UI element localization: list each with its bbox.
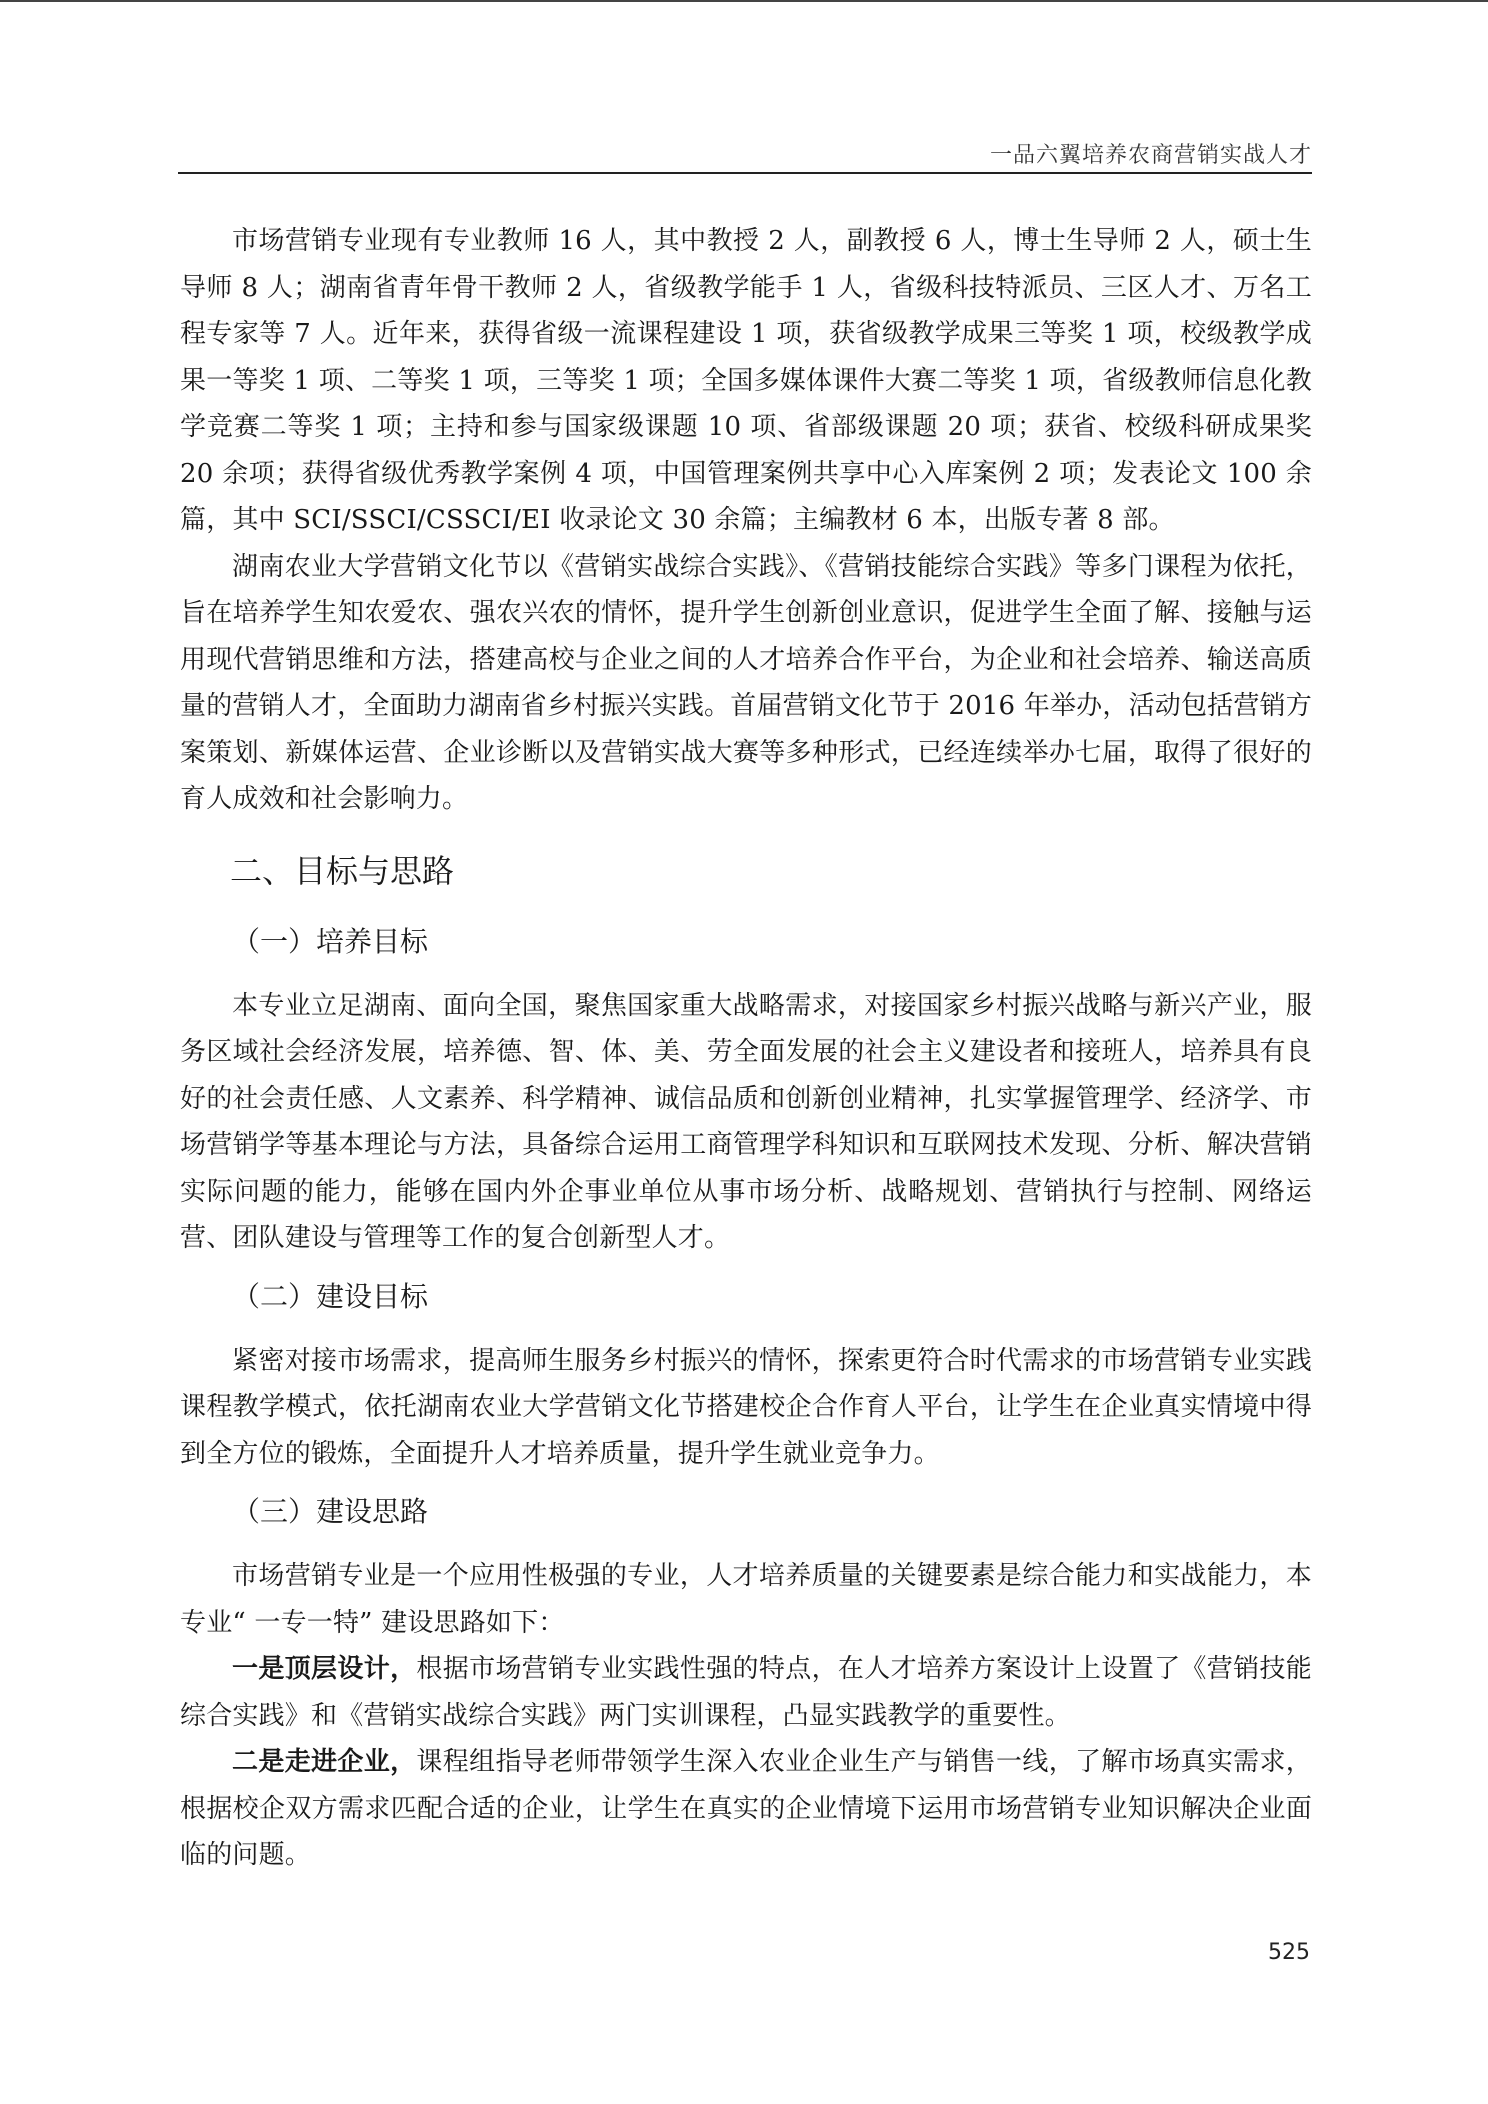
text-into-enterprise: 课程组指导老师带领学生深入农业企业生产与销售一线，了解市场真实需求，根据校企双方需求匹配合适的企业，让学生在真实的企业情境下运用市场营销专业知识解决企业面临的问题。 — [180, 1747, 1312, 1870]
paragraph-approach-intro: 市场营销专业是一个应用性极强的专业，人才培养质量的关键要素是综合能力和实战能力，本专业“ 一专一特” 建设思路如下： — [180, 1561, 1312, 1638]
paragraph-culture-festival: 湖南农业大学营销文化节以《营销实战综合实践》、《营销技能综合实践》等多门课程为依托，旨在培养学生知农爱农、强农兴农的情怀，提升学生创新创业意识，促进学生全面了解、接触与运用现代营销思维和方法，搭建高校与企业之间的人才培养合作平台，为企业和社会培养、输送高质量的营销人才，全面助力湖南省乡村振兴实践。首届营销文化节于 2016 年举办，活动包括营销方案策划、新媒体运营、企业诊断以及营销实战大赛等多种形式，已经连续举办七届，取得了很好的育人成效和社会影响力。 — [180, 551, 1312, 814]
text-top-design: 根据市场营销专业实践性强的特点，在人才培养方案设计上设置了《营销技能综合实践》和《营销实战综合实践》两门实训课程，凸显实践教学的重要性。 — [180, 1654, 1312, 1731]
page-number: 525 — [1268, 1940, 1310, 1965]
running-header: 一品六翼培养农商营销实战人才 — [989, 143, 1312, 168]
paragraph-into-enterprise — [180, 1739, 1312, 1879]
lead-top-design: 一是顶层设计， — [232, 1654, 417, 1684]
subheading-construction-goal: （二）建设目标 — [232, 1279, 429, 1313]
section-heading: 二、目标与思路 — [230, 851, 455, 890]
paragraph-top-design — [180, 1646, 1312, 1739]
page-top-edge — [0, 0, 1488, 2]
body-text — [180, 218, 1312, 1879]
paragraph-faculty: 市场营销专业现有专业教师 16 人，其中教授 2 人，副教授 6 人，博士生导师 2 人，硕士生导师 8 人；湖南省青年骨干教师 2 人，省级教学能手 1 人，省级科技特派员、三区人才、万名工程专家等 7 人。近年来，获得省级一流课程建设 1 项，获省级教学成果三等奖 1 项，校级教学成果一等奖 1 项、二等奖 1 项，三等奖 1 项；全国多媒体课件大赛二等奖 1 项，省级教师信息化教学竞赛二等奖 1 项；主持和参与国家级课题 10 项、省部级课题 20 项；获省、校级科研成果奖 20 余项；获得省级优秀教学案例 4 项，中国管理案例共享中心入库案例 2 项；发表论文 100 余篇，其中 SCI/SSCI/CSSCI/EI 收录论文 30 余篇；主编教材 6 本，出版专著 8 部。 — [180, 226, 1312, 535]
lead-into-enterprise: 二是走进企业， — [232, 1747, 417, 1777]
subheading-training-goal: （一）培养目标 — [232, 924, 429, 958]
header-rule — [178, 172, 1312, 174]
paragraph-construction-goal: 紧密对接市场需求，提高师生服务乡村振兴的情怀，探索更符合时代需求的市场营销专业实践课程教学模式，依托湖南农业大学营销文化节搭建校企合作育人平台，让学生在企业真实情境中得到全方位的锻炼，全面提升人才培养质量，提升学生就业竞争力。 — [180, 1345, 1312, 1469]
subheading-construction-approach: （三）建设思路 — [232, 1495, 429, 1528]
paragraph-training-goal: 本专业立足湖南、面向全国，聚焦国家重大战略需求，对接国家乡村振兴战略与新兴产业，服务区域社会经济发展，培养德、智、体、美、劳全面发展的社会主义建设者和接班人，培养具有良好的社会责任感、人文素养、科学精神、诚信品质和创新创业精神，扎实掌握管理学、经济学、市场营销学等基本理论与方法，具备综合运用工商管理学科知识和互联网技术发现、分析、解决营销实际问题的能力，能够在国内外企事业单位从事市场分析、战略规划、营销执行与控制、网络运营、团队建设与管理等工作的复合创新型人才。 — [180, 990, 1312, 1253]
